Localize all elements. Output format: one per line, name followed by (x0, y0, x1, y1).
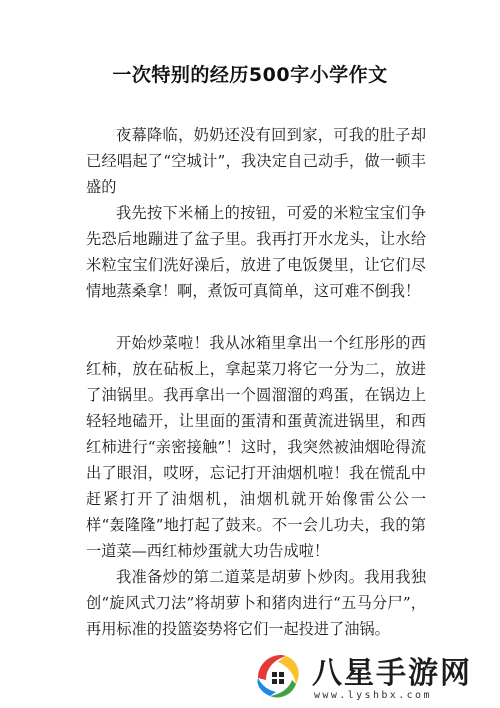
paragraph-3: 开始炒菜啦！我从冰箱里拿出一个红彤彤的西红柿，放在砧板上，拿起菜刀将它一分为二，放进了油锅里。我再拿出一个圆溜溜的鸡蛋，在锅边上轻轻地磕开，让里面的蛋清和蛋黄流进锅里，和西红柿进行“亲密接触”！这时，我突然被油烟呛得流出了眼泪，哎呀，忘记打开油烟机啦！我在慌乱中赶紧打开了油烟机，油烟机就开始像雷公公一样“轰隆隆”地打起了鼓来。不一会儿功夫，我的第一道菜—西红柿炒蛋就大功告成啦！ (86, 334, 426, 560)
paragraph-4: 我准备炒的第二道菜是胡萝卜炒肉。我用我独创“旋风式刀法”将胡萝卜和猪肉进行“五马分尸”，再用标准的投篮姿势将它们一起投进了油锅。 (86, 568, 426, 638)
site-logo-icon (252, 650, 304, 702)
site-url: www.lyshbx.com (314, 690, 432, 701)
article-title: 一次特别的经历500字小学作文 (112, 64, 388, 86)
paragraph-2: 我先按下米桶上的按钮，可爱的米粒宝宝们争先恐后地蹦进了盆子里。我再打开水龙头，让水给米粒宝宝们洗好澡后，放进了电饭煲里，让它们尽情地蒸桑拿！啊，煮饭可真简单，这可难不倒我！ (86, 204, 426, 300)
site-name: 八星手游网 (312, 656, 472, 691)
article-body (86, 122, 426, 642)
site-watermark (246, 644, 500, 708)
paragraph-1: 夜幕降临，奶奶还没有回到家，可我的肚子却已经唱起了“空城计”，我决定自己动手，做一顿丰盛的 (86, 126, 426, 196)
